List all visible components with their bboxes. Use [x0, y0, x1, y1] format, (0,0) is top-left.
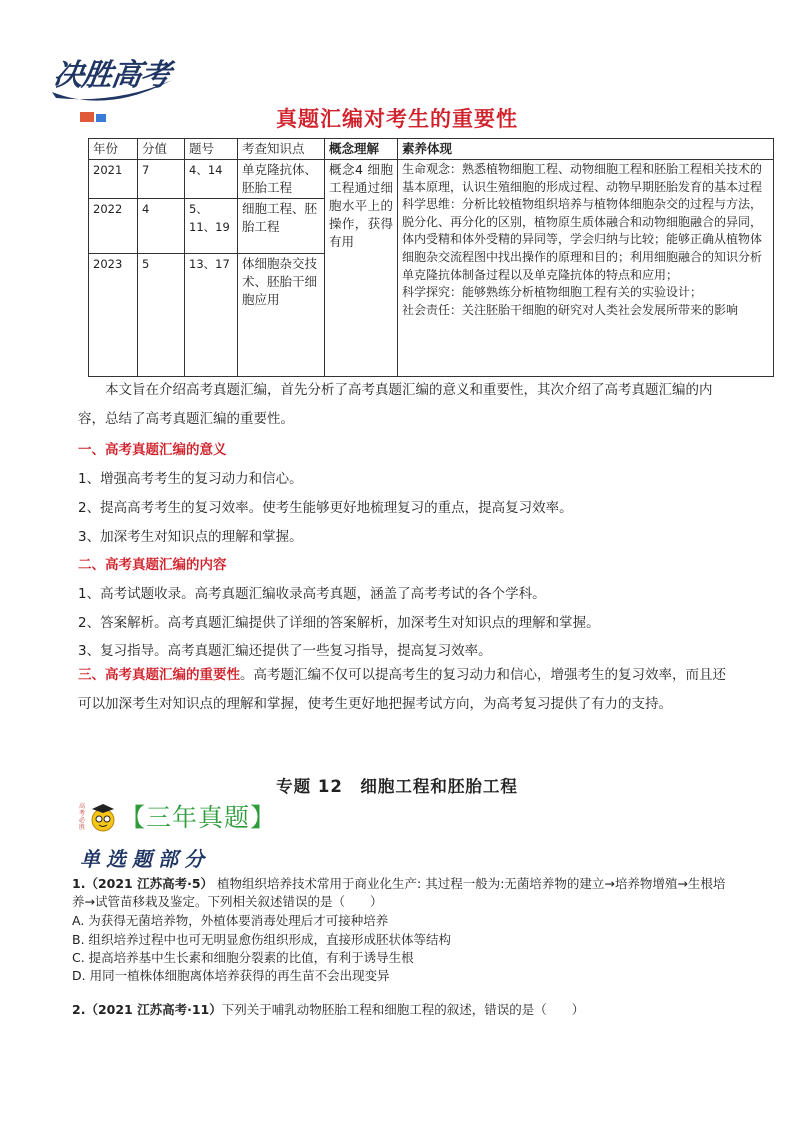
section1-item: 2、提高高考考生的复习效率。使考生能够更好地梳理复习的重点，提高复习效率。 [78, 500, 573, 516]
section3-heading: 三、高考真题汇编的重要性 [78, 667, 240, 683]
header-concept: 概念理解 [325, 139, 398, 160]
question-1-option-c: C. 提高培养基中生长素和细胞分裂素的比值，有利于诱导生根 [72, 950, 414, 965]
section2-heading: 二、高考真题汇编的内容 [78, 557, 227, 573]
literacy-social-responsibility: 社会责任：关注胚胎干细胞的研究对人类社会发展所带来的影响 [402, 302, 739, 317]
cell-year: 2023 [89, 254, 138, 377]
section1-item: 1、增强高考考生的复习动力和信心。 [78, 471, 303, 487]
exam-summary-table [88, 138, 774, 377]
document-title: 真题汇编对考生的重要性 [276, 107, 518, 131]
question-1-label: 1.（2021 江苏高考·5） [72, 876, 214, 891]
question-1 [72, 875, 732, 911]
cell-knowledge: 单克隆抗体、胚胎工程 [238, 160, 325, 199]
cell-year: 2021 [89, 160, 138, 199]
cell-concept: 概念4 细胞工程通过细胞水平上的操作，获得有用 [325, 160, 398, 377]
cell-score: 4 [138, 199, 185, 254]
literacy-life-concept: 生命观念：熟悉植物细胞工程、动物细胞工程和胚胎工程相关技术的基本原理，认识生殖细胞的形成过程、动物早期胚胎发育的基本过程 [402, 162, 763, 194]
cell-numbers: 4、14 [185, 160, 238, 199]
logo-text: 决胜高考 [51, 58, 172, 93]
cell-numbers: 5、11、19 [185, 199, 238, 254]
header-year: 年份 [89, 139, 138, 160]
topic-title: 专题 12 细胞工程和胚胎工程 [276, 777, 518, 796]
question-2-label: 2.（2021 江苏高考·11） [72, 1002, 222, 1017]
question-1-option-a: A. 为获得无菌培养物，外植体要消毒处理后才可接种培养 [72, 913, 389, 928]
section1-heading: 一、高考真题汇编的意义 [78, 442, 227, 458]
cell-year: 2022 [89, 199, 138, 254]
svg-text:考: 考 [79, 810, 86, 817]
cell-score: 7 [138, 160, 185, 199]
question-1-stem: 植物组织培养技术常用于商业化生产: 其过程一般为:无菌培养物的建立→培养物增殖→生根培养→试管苗移栽及鉴定。下列相关叙述错误的是（ ） [72, 876, 726, 909]
question-2 [72, 1001, 732, 1019]
cell-score: 5 [138, 254, 185, 377]
literacy-scientific-thinking: 科学思维：分析比较植物组织培养与植物体细胞杂交的过程与方法，脱分化、再分化的区别，植物原生质体融合和动物细胞融合的异同，体内受精和体外受精的异同等，学会归纳与比较；能够正确从植物体细胞杂交流程图中找出操作的原理和目的；利用细胞融合的知识分析单克隆抗体制备过程以及单克隆抗体的特点和应用； [402, 197, 763, 282]
cell-literacy [398, 160, 774, 377]
question-2-stem: 下列关于哺乳动物胚胎工程和细胞工程的叙述，错误的是（ ） [221, 1002, 585, 1017]
table-header-row [89, 139, 774, 160]
cell-numbers: 13、17 [185, 254, 238, 377]
graduate-emoji-icon [78, 798, 118, 834]
section2-item: 1、高考试题收录。高考真题汇编收录高考真题，涵盖了高考考试的各个学科。 [78, 586, 546, 602]
cell-knowledge: 细胞工程、胚胎工程 [238, 199, 325, 254]
single-choice-heading: 单选题部分 [80, 847, 210, 871]
three-year-banner [78, 798, 276, 834]
section3-text: 。高考题汇编不仅可以提高考生的复习动力和信心，增强考生的复习效率，而且还可以加深考生对知识点的理解和掌握，使考生更好地把握考试方向，为高考复习提供了有力的支持。 [78, 667, 726, 712]
header-knowledge-points: 考查知识点 [238, 139, 325, 160]
header-literacy: 素养体现 [398, 139, 774, 160]
section3-paragraph [78, 661, 726, 719]
svg-text:胜: 胜 [79, 824, 86, 831]
header-score: 分值 [138, 139, 185, 160]
table-row [89, 160, 774, 199]
intro-paragraph: 本文旨在介绍高考真题汇编，首先分析了高考真题汇编的意义和重要性，其次介绍了高考真题汇编的内容，总结了高考真题汇编的重要性。 [78, 382, 713, 427]
section1-item: 3、加深考生对知识点的理解和掌握。 [78, 529, 303, 545]
section2-item: 3、复习指导。高考真题汇编还提供了一些复习指导，提高复习效率。 [78, 643, 492, 659]
question-1-option-b: B. 组织培养过程中也可无明显愈伤组织形成，直接形成胚状体等结构 [72, 932, 452, 947]
header-question-numbers: 题号 [185, 139, 238, 160]
svg-text:高: 高 [79, 803, 86, 810]
cell-knowledge: 体细胞杂交技术、胚胎干细胞应用 [238, 254, 325, 377]
three-year-label: 【三年真题】 [120, 803, 277, 832]
section2-item: 2、答案解析。高考真题汇编提供了详细的答案解析，加深考生对知识点的理解和掌握。 [78, 615, 600, 631]
question-1-option-d: D. 用同一植株体细胞离体培养获得的再生苗不会出现变异 [72, 968, 390, 983]
svg-text:必: 必 [79, 817, 86, 824]
literacy-scientific-inquiry: 科学探究：能够熟练分析植物细胞工程有关的实验设计； [402, 285, 703, 300]
